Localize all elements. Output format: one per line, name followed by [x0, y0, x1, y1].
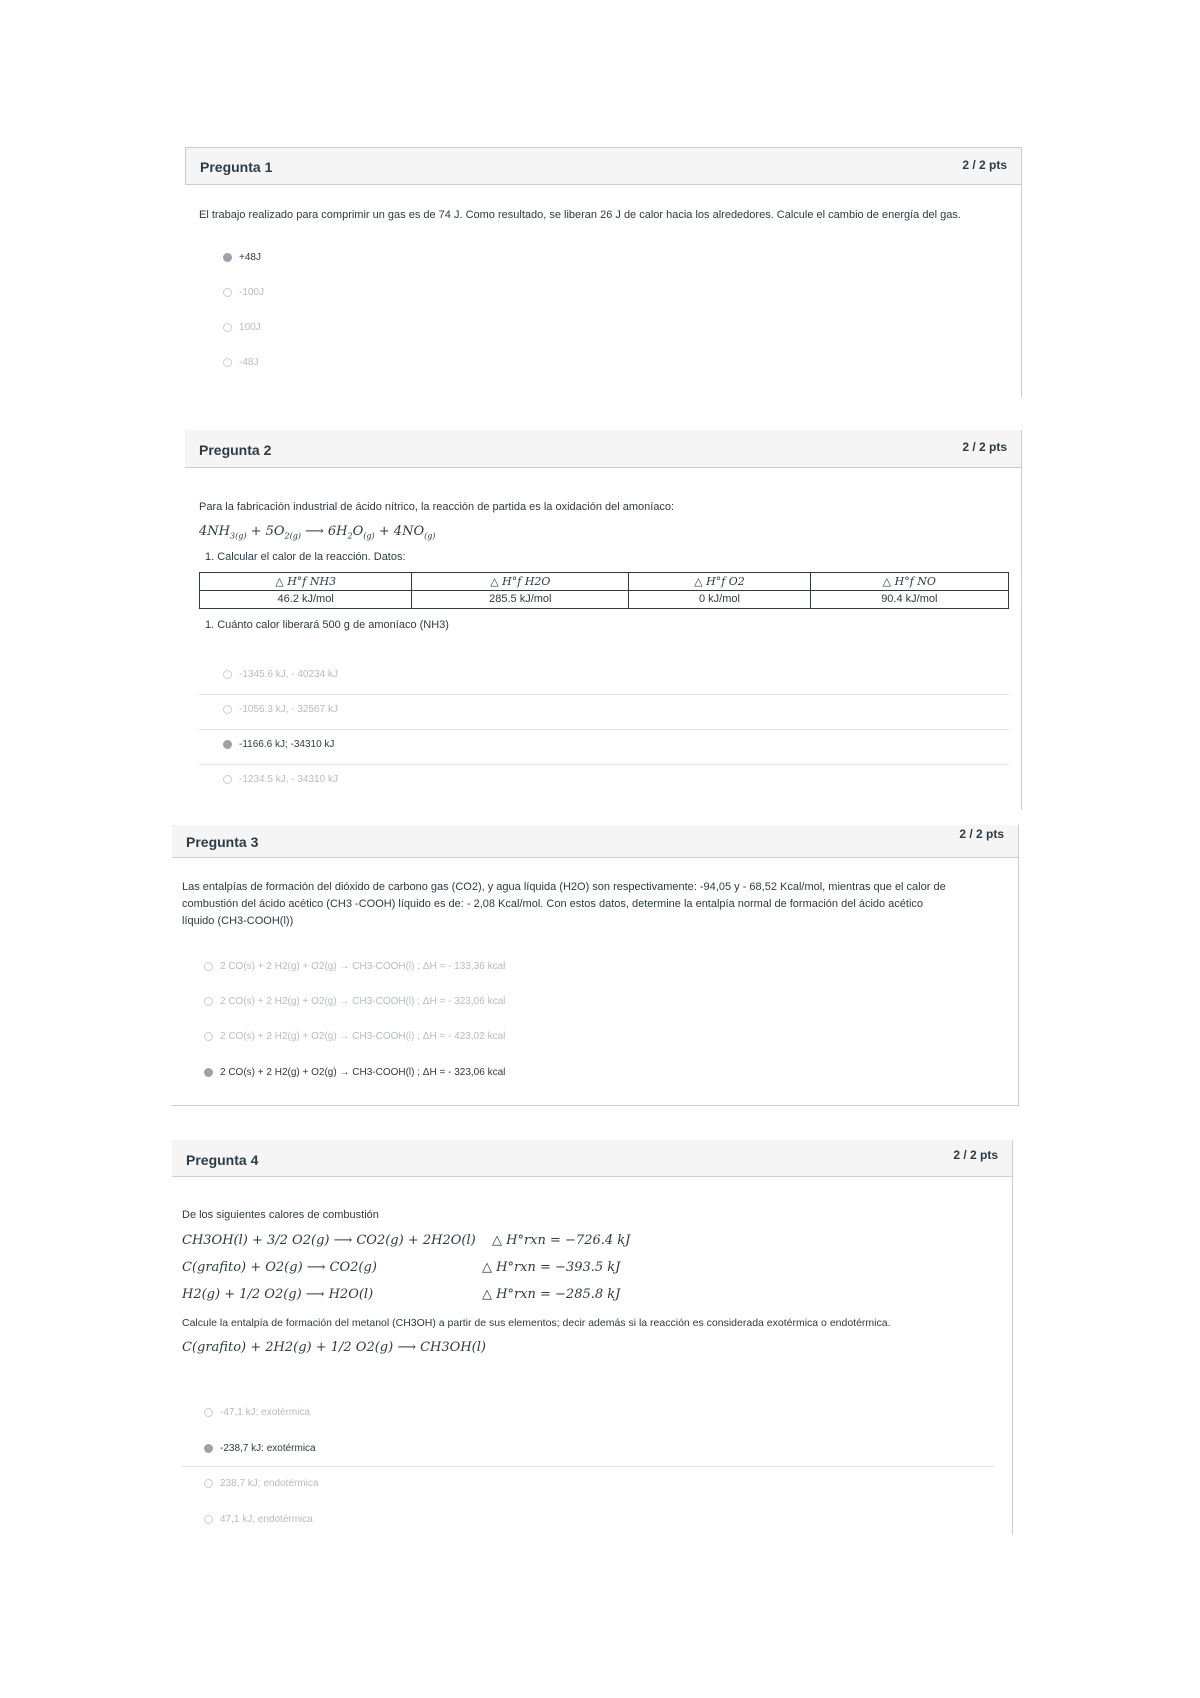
answer-option[interactable]: -1345.6 kJ, - 40234 kJ: [223, 669, 338, 680]
answer-option[interactable]: -1234.5 kJ, - 34310 kJ: [223, 774, 338, 785]
combustion-equation-1: CH3OH(l) + 3/2 O2(g) ⟶ CO2(g) + 2H2O(l): [182, 1233, 476, 1248]
question-1: [185, 147, 1022, 397]
radio-icon[interactable]: [223, 288, 232, 297]
question-3-header: [172, 825, 1018, 858]
question-text-line: líquido (CH3-COOH(l)): [182, 915, 294, 927]
radio-icon[interactable]: [223, 740, 232, 749]
enthalpy-data-table: [199, 572, 1009, 609]
radio-icon[interactable]: [223, 358, 232, 367]
question-title: Pregunta 3: [186, 834, 259, 850]
question-intro: De los siguientes calores de combustión: [182, 1209, 379, 1221]
answer-option[interactable]: 100J: [223, 322, 261, 333]
divider: [199, 694, 1009, 695]
divider: [182, 1466, 994, 1467]
question-title: Pregunta 4: [186, 1152, 259, 1168]
divider: [199, 764, 1009, 765]
combustion-enthalpy-3: △ H°rxn = −285.8 kJ: [482, 1287, 621, 1302]
question-1-header: [185, 147, 1021, 185]
table-header-cell: △ H°f O2: [629, 573, 810, 591]
answer-option[interactable]: 2 CO(s) + 2 H2(g) + O2(g) → CH3-COOH(l) ; ΔH = - 323,06 kcal: [204, 996, 505, 1007]
question-3: [172, 825, 1019, 1106]
combustion-equation-2: C(grafito) + O2(g) ⟶ CO2(g): [182, 1260, 377, 1275]
radio-icon[interactable]: [204, 997, 213, 1006]
points-badge: 2 / 2 pts: [953, 1148, 998, 1162]
table-header-cell: △ H°f NH3: [200, 573, 412, 591]
question-intro: Para la fabricación industrial de ácido nítrico, la reacción de partida es la oxidación del amoníaco:: [199, 501, 675, 513]
points-badge: 2 / 2 pts: [959, 827, 1004, 841]
points-badge: 2 / 2 pts: [962, 158, 1007, 172]
answer-option[interactable]: -48J: [223, 357, 258, 368]
question-2-header: [185, 430, 1021, 468]
combustion-enthalpy-1: △ H°rxn = −726.4 kJ: [492, 1233, 631, 1248]
radio-icon[interactable]: [204, 962, 213, 971]
radio-icon[interactable]: [204, 1479, 213, 1488]
combustion-equation-3: H2(g) + 1/2 O2(g) ⟶ H2O(l): [182, 1287, 374, 1302]
answer-option[interactable]: 238,7 kJ; endotérmica: [204, 1478, 318, 1489]
answer-option[interactable]: -1166.6 kJ; -34310 kJ: [223, 739, 334, 750]
question-text-line: Las entalpías de formación del dióxido de carbono gas (CO2), y agua líquida (H2O) son respectivamente: -94,05 y - 68,52 Kcal/mol, mientras que el calor de: [182, 881, 946, 893]
question-title: Pregunta 2: [199, 442, 272, 458]
question-text: Calcule la entalpía de formación del metanol (CH3OH) a partir de sus elementos; decir además si la reacción es considerada exotérmica o endotérmica.: [182, 1317, 891, 1329]
reaction-equation: $4NH_{3(g)} + 5O_{2(g)}$ ⟶ $6H_2O_{(g)} + 4NO_{(g)}$: [199, 524, 436, 541]
radio-icon[interactable]: [223, 670, 232, 679]
question-4-header: [172, 1140, 1012, 1177]
sub-question-1: 1. Calcular el calor de la reacción. Datos:: [205, 551, 406, 563]
answer-option[interactable]: -238,7 kJ: exotérmica: [204, 1443, 316, 1454]
radio-icon[interactable]: [223, 775, 232, 784]
table-cell: 285.5 kJ/mol: [412, 591, 629, 609]
radio-icon[interactable]: [204, 1408, 213, 1417]
question-2: [185, 430, 1022, 810]
target-equation: C(grafito) + 2H2(g) + 1/2 O2(g) ⟶ CH3OH(l): [182, 1340, 486, 1355]
answer-option[interactable]: 2 CO(s) + 2 H2(g) + O2(g) → CH3-COOH(l) ; ΔH = - 323,06 kcal: [204, 1067, 505, 1078]
sub-question-2: 1. Cuánto calor liberará 500 g de amoníaco (NH3): [205, 619, 449, 631]
table-cell: 90.4 kJ/mol: [810, 591, 1008, 609]
question-text-line: combustión del ácido acético (CH3 -COOH) líquido es de: - 2,08 Kcal/mol. Con estos datos, determine la entalpía normal de formación del ácido acético: [182, 898, 924, 910]
table-cell: 46.2 kJ/mol: [200, 591, 412, 609]
answer-option[interactable]: +48J: [223, 252, 261, 263]
combustion-enthalpy-2: △ H°rxn = −393.5 kJ: [482, 1260, 621, 1275]
answer-option[interactable]: -100J: [223, 287, 264, 298]
table-header-cell: △ H°f NO: [810, 573, 1008, 591]
question-text: El trabajo realizado para comprimir un gas es de 74 J. Como resultado, se liberan 26 J de calor hacia los alrededores. Calcule el cambio de energía del gas.: [199, 209, 961, 221]
answer-option[interactable]: -47,1 kJ; exotérmica: [204, 1407, 310, 1418]
answer-option[interactable]: 47,1 kJ; endotérmica: [204, 1514, 313, 1525]
question-4: [172, 1140, 1013, 1535]
divider: [199, 729, 1009, 730]
table-header-cell: △ H°f H2O: [412, 573, 629, 591]
radio-icon[interactable]: [204, 1444, 213, 1453]
radio-icon[interactable]: [204, 1515, 213, 1524]
question-title: Pregunta 1: [200, 159, 273, 175]
radio-icon[interactable]: [204, 1032, 213, 1041]
answer-option[interactable]: -1056.3 kJ, - 32567 kJ: [223, 704, 338, 715]
table-cell: 0 kJ/mol: [629, 591, 810, 609]
answer-option[interactable]: 2 CO(s) + 2 H2(g) + O2(g) → CH3-COOH(l) ; ΔH = - 423,02 kcal: [204, 1031, 505, 1042]
radio-icon[interactable]: [223, 323, 232, 332]
radio-icon[interactable]: [223, 705, 232, 714]
radio-icon[interactable]: [223, 253, 232, 262]
radio-icon[interactable]: [204, 1068, 213, 1077]
points-badge: 2 / 2 pts: [962, 440, 1007, 454]
answer-option[interactable]: 2 CO(s) + 2 H2(g) + O2(g) → CH3-COOH(l) ; ΔH = - 133,36 kcal: [204, 961, 505, 972]
